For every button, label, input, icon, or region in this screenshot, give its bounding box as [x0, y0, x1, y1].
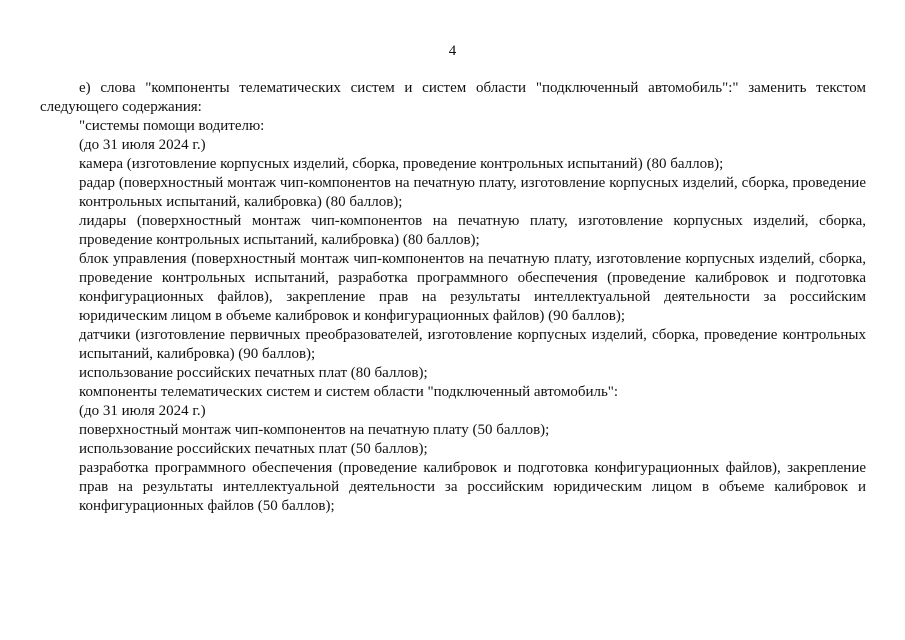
paragraph-telematics-heading: компоненты телематических систем и систем области "подключенный автомобиль": — [79, 384, 619, 400]
paragraph-software-development: разработка программного обеспечения (проведение калибровок и подготовка конфигурационных файлов), закрепление прав на результаты интеллектуальной деятельности за российским юридическим лицом в объеме калибровок и конфигурационных файлов (50 баллов); — [79, 460, 866, 514]
paragraph-deadline-2: (до 31 июля 2024 г.) — [79, 403, 206, 419]
paragraph-lidar: лидары (поверхностный монтаж чип-компонентов на печатную плату, изготовление корпусных изделий, сборка, проведение контрольных испытаний, калибровка) (80 баллов); — [79, 213, 866, 248]
paragraph-smd-mounting: поверхностный монтаж чип-компонентов на печатную плату (50 баллов); — [79, 422, 550, 438]
paragraph-sensors: датчики (изготовление первичных преобразователей, изготовление корпусных изделий, сборка, проведение контрольных испытаний, калибровка) (90 баллов); — [79, 327, 866, 362]
paragraph-pcb-usage-1: использование российских печатных плат (80 баллов); — [79, 365, 428, 381]
paragraph-amendment-intro: е) слова "компоненты телематических систем и систем области "подключенный автомобиль":" заменить текстом следующего содержания: — [40, 80, 866, 115]
paragraph-camera: камера (изготовление корпусных изделий, сборка, проведение контрольных испытаний) (80 баллов); — [79, 156, 724, 172]
paragraph-driver-assistance-heading: "системы помощи водителю: — [79, 118, 265, 134]
page-number: 4 — [448, 43, 457, 59]
paragraph-control-unit: блок управления (поверхностный монтаж чип-компонентов на печатную плату, изготовление корпусных изделий, сборка, проведение контрольных испытаний, разработка программного обеспечения (проведение калибровок и подготовка конфигурационных файлов), закрепление прав на результаты интеллектуальной деятельности за российским юридическим лицом в объеме калибровок и конфигурационных файлов) (90 баллов); — [79, 251, 866, 324]
paragraph-deadline-1: (до 31 июля 2024 г.) — [79, 137, 206, 153]
paragraph-pcb-usage-2: использование российских печатных плат (50 баллов); — [79, 441, 428, 457]
paragraph-radar: радар (поверхностный монтаж чип-компонентов на печатную плату, изготовление корпусных изделий, сборка, проведение контрольных испытаний, калибровка) (80 баллов); — [79, 175, 866, 210]
document-body — [40, 79, 866, 516]
